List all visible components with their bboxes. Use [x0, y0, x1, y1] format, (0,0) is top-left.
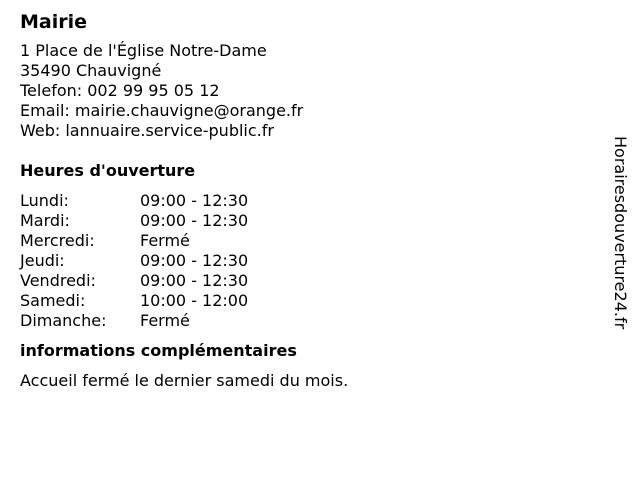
hours-row-mercredi — [20, 231, 580, 251]
hours-row-lundi — [20, 191, 580, 211]
day-hours: Fermé — [140, 311, 190, 330]
day-label: Dimanche: — [20, 311, 107, 330]
phone-text: Telefon: 002 99 95 05 12 — [20, 81, 220, 100]
day-hours: 09:00 - 12:30 — [140, 191, 249, 210]
site-watermark: Horairesdouverture24.fr — [611, 136, 630, 330]
website-text: Web: lannuaire.service-public.fr — [20, 121, 274, 140]
day-label: Lundi: — [20, 191, 69, 210]
day-hours: 09:00 - 12:30 — [140, 251, 249, 270]
address-street: 1 Place de l'Église Notre-Dame — [20, 41, 267, 60]
hours-row-mardi — [20, 211, 580, 231]
day-label: Jeudi: — [20, 251, 65, 270]
hours-row-dimanche — [20, 311, 580, 331]
day-label: Mardi: — [20, 211, 70, 230]
opening-hours-heading: Heures d'ouverture — [20, 161, 196, 180]
additional-info-text: Accueil fermé le dernier samedi du mois. — [20, 371, 349, 390]
address-block — [20, 41, 580, 141]
hours-row-samedi — [20, 291, 580, 311]
additional-info-heading: informations complémentaires — [20, 341, 297, 360]
place-card — [20, 9, 580, 391]
hours-row-jeudi — [20, 251, 580, 271]
opening-hours-table — [20, 191, 580, 331]
hours-row-vendredi — [20, 271, 580, 291]
day-hours: 09:00 - 12:30 — [140, 211, 249, 230]
day-label: Mercredi: — [20, 231, 95, 250]
day-hours: 09:00 - 12:30 — [140, 271, 249, 290]
day-hours: 10:00 - 12:00 — [140, 291, 249, 310]
day-hours: Fermé — [140, 231, 190, 250]
place-name: Mairie — [20, 11, 88, 33]
address-city: 35490 Chauvigné — [20, 61, 162, 80]
day-label: Samedi: — [20, 291, 86, 310]
day-label: Vendredi: — [20, 271, 96, 290]
email-text: Email: mairie.chauvigne@orange.fr — [20, 101, 304, 120]
